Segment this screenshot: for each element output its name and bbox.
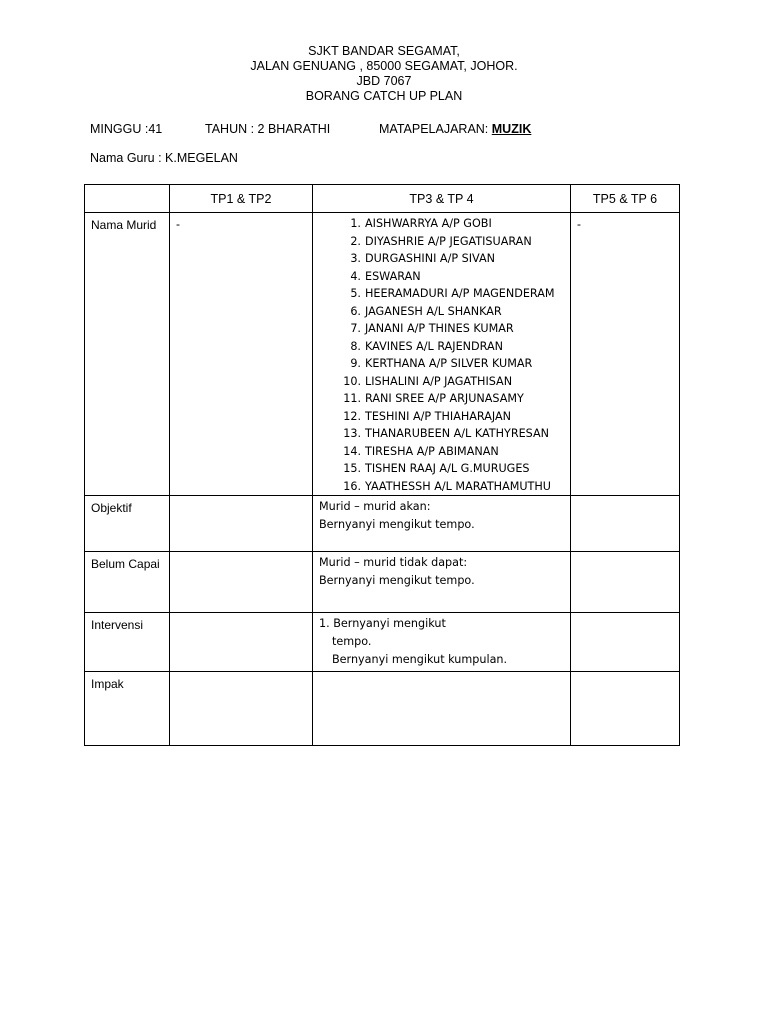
header-cell-empty [85, 185, 170, 213]
not-achieved-text [313, 552, 570, 590]
student-name: KAVINES A/L RAJENDRAN [365, 339, 504, 353]
school-name: SJKT BANDAR SEGAMAT, [308, 44, 460, 58]
not-achieved-tp56-cell [571, 552, 680, 613]
document-header [0, 44, 768, 104]
student-name: AISHWARRYA A/P GOBI [365, 217, 492, 230]
list-item [313, 425, 570, 443]
students-tp56-cell: - [571, 213, 680, 496]
student-name: DIYASHRIE A/P JEGATISUARAN [365, 234, 532, 248]
list-item [313, 478, 570, 496]
list-number: 13. [343, 427, 361, 440]
row-label-intervention: Intervensi [85, 613, 170, 672]
student-name: ESWARAN [365, 269, 421, 283]
catch-up-plan-table [84, 184, 680, 746]
list-item [313, 355, 570, 373]
list-number: 3. [350, 252, 361, 265]
objective-text [313, 496, 570, 534]
student-list [313, 213, 570, 495]
intervention-line-1: 1. Bernyanyi mengikut [319, 617, 446, 630]
list-item [313, 250, 570, 268]
impact-tp12-cell [170, 672, 313, 746]
table-row-impact [85, 672, 680, 746]
school-code: JBD 7067 [356, 74, 412, 88]
not-achieved-line-2: Bernyanyi mengikut tempo. [319, 574, 475, 587]
list-number: 7. [350, 322, 361, 335]
list-item [313, 285, 570, 303]
student-name: THANARUBEEN A/L KATHYRESAN [365, 427, 550, 440]
row-label-not-achieved: Belum Capai [85, 552, 170, 613]
subject-value: MUZIK [491, 122, 532, 136]
row-label-impact: Impak [85, 672, 170, 746]
list-item [313, 215, 570, 233]
students-tp34-cell [313, 213, 571, 496]
list-number: 9. [350, 357, 361, 370]
list-number: 4. [350, 269, 361, 283]
list-item [313, 233, 570, 251]
list-number: 16. [343, 479, 361, 493]
intervention-text [313, 613, 570, 669]
list-item [313, 320, 570, 338]
list-item [313, 338, 570, 356]
not-achieved-tp12-cell [170, 552, 313, 613]
year-field: TAHUN : 2 BHARATHI [205, 122, 331, 136]
list-item [313, 443, 570, 461]
intervention-line-2: tempo. [332, 635, 372, 648]
intervention-tp34-cell [313, 613, 571, 672]
objective-line-2: Bernyanyi mengikut tempo. [319, 518, 475, 531]
impact-tp34-cell [313, 672, 571, 746]
student-name: RANI SREE A/P ARJUNASAMY [365, 392, 524, 405]
not-achieved-line-1: Murid – murid tidak dapat: [319, 556, 468, 569]
objective-tp12-cell [170, 496, 313, 552]
student-name: TIRESHA A/P ABIMANAN [365, 444, 499, 458]
list-item [313, 390, 570, 408]
student-name: TESHINI A/P THIAHARAJAN [365, 409, 512, 423]
row-label-students: Nama Murid [85, 213, 170, 496]
intervention-tp56-cell [571, 613, 680, 672]
form-title: BORANG CATCH UP PLAN [305, 89, 463, 103]
student-name: DURGASHINI A/P SIVAN [365, 252, 496, 265]
teacher-field: Nama Guru : K.MEGELAN [90, 151, 238, 165]
table-row-objective [85, 496, 680, 552]
subject-label: MATAPELAJARAN: [379, 122, 492, 136]
objective-line-1: Murid – murid akan: [319, 500, 431, 513]
objective-tp34-cell [313, 496, 571, 552]
header-cell-tp12: TP1 & TP2 [170, 185, 313, 213]
list-number: 2. [350, 234, 361, 248]
student-name: LISHALINI A/P JAGATHISAN [365, 374, 513, 388]
table-row-intervention [85, 613, 680, 672]
student-name: JAGANESH A/L SHANKAR [365, 304, 502, 318]
list-item [313, 268, 570, 286]
list-item [313, 460, 570, 478]
list-number: 12. [343, 409, 361, 423]
list-number: 5. [350, 287, 361, 300]
student-name: KERTHANA A/P SILVER KUMAR [365, 357, 533, 370]
header-cell-tp56: TP5 & TP 6 [571, 185, 680, 213]
subject-field [379, 122, 531, 136]
list-number: 10. [343, 374, 361, 388]
table-header-row [85, 185, 680, 213]
header-cell-tp34: TP3 & TP 4 [313, 185, 571, 213]
list-number: 8. [350, 339, 361, 353]
student-name: HEERAMADURI A/P MAGENDERAM [365, 287, 555, 300]
student-name: JANANI A/P THINES KUMAR [365, 322, 514, 335]
student-name: YAATHESSH A/L MARATHAMUTHU [365, 479, 551, 493]
intervention-line-3: Bernyanyi mengikut kumpulan. [332, 653, 508, 666]
list-number: 11. [343, 392, 361, 405]
school-address: JALAN GENUANG , 85000 SEGAMAT, JOHOR. [250, 59, 518, 73]
table-row-not-achieved [85, 552, 680, 613]
intervention-tp12-cell [170, 613, 313, 672]
list-number: 6. [350, 304, 361, 318]
list-item [313, 303, 570, 321]
student-name: TISHEN RAAJ A/L G.MURUGES [365, 462, 530, 475]
students-tp12-cell: - [170, 213, 313, 496]
list-number: 1. [350, 217, 361, 230]
list-number: 14. [343, 444, 361, 458]
row-label-objective: Objektif [85, 496, 170, 552]
list-number: 15. [343, 462, 361, 475]
not-achieved-tp34-cell [313, 552, 571, 613]
impact-tp56-cell [571, 672, 680, 746]
objective-tp56-cell [571, 496, 680, 552]
list-item [313, 408, 570, 426]
week-field: MINGGU :41 [90, 122, 163, 136]
table-row-students [85, 213, 680, 496]
list-item [313, 373, 570, 391]
